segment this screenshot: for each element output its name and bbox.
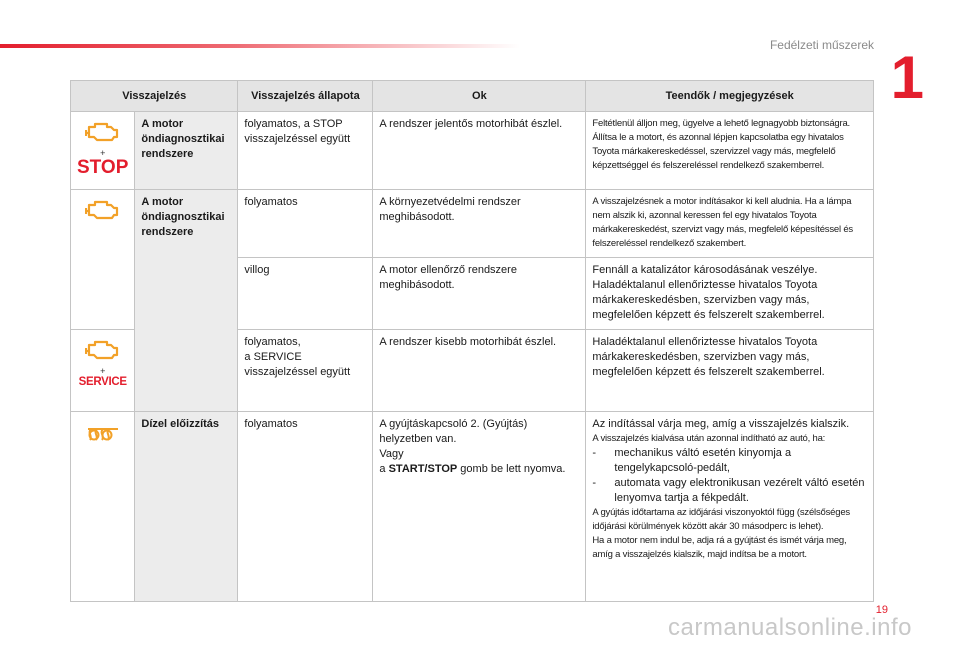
indicator-cause: A környezetvédelmi rendszer meghibásodott.: [373, 190, 586, 258]
indicator-state: [238, 330, 373, 412]
icon-cell: [71, 190, 135, 330]
column-header-state: Visszajelzés állapota: [238, 81, 373, 112]
indicator-cause: A rendszer kisebb motorhibát észlel.: [373, 330, 586, 412]
service-indicator-word: SERVICE: [78, 376, 127, 388]
notes-line: Ha a motor nem indul be, adja rá a gyújtást és ismét várja meg, amíg a visszajelzés kialszik, majd indítsa be a motort.: [592, 535, 847, 560]
stop-indicator-word: STOP: [77, 157, 129, 178]
column-header-actions: Teendők / megjegyzések: [586, 81, 874, 112]
header-accent-bar: [0, 44, 520, 48]
start-stop-label: START/STOP: [388, 463, 458, 475]
indicator-cause: [373, 412, 586, 602]
table-header-row: [71, 81, 874, 112]
notes-line: Az indítással várja meg, amíg a visszajelzés kialszik.: [592, 418, 850, 430]
indicator-state: folyamatos: [238, 190, 373, 258]
dash-marker: -: [592, 477, 597, 489]
plus-sign: +: [100, 366, 106, 376]
warning-lights-table: [70, 80, 874, 602]
table-row: [71, 412, 874, 602]
engine-check-icon: [85, 198, 121, 222]
column-header-cause: Ok: [373, 81, 586, 112]
cause-prefix: a: [379, 463, 389, 475]
icon-cell: [71, 412, 135, 602]
cause-line: [379, 462, 579, 477]
watermark: carmanualsonline.info: [668, 614, 912, 641]
indicator-notes: A visszajelzésnek a motor indításakor ki kell aludnia. Ha a lámpa nem alszik ki, azonnal keressen fel egy hivatalos Toyota márkakereskedést, szervizt vagy más, megfelelő képesítéssel és felszereléssel rendelkező szakembert.: [586, 190, 874, 258]
indicator-state: folyamatos, a STOP visszajelzéssel együtt: [238, 112, 373, 190]
table-row: [71, 190, 874, 258]
notes-line: A visszajelzés kialvása után azonnal indítható az autó, ha:: [592, 433, 826, 444]
state-line: folyamatos,: [244, 336, 301, 348]
list-item: [592, 446, 867, 476]
indicator-notes: Fennáll a katalizátor károsodásának veszélye. Haladéktalanul ellenőriztesse hivatalos Toyota márkakereskedésben, szervizben vagy más, megfelelően képzett és felszerelt szakemberrel.: [586, 258, 874, 330]
indicator-name: A motor öndiagnosztikai rendszere: [135, 112, 238, 190]
engine-check-icon: [85, 120, 121, 144]
icon-cell: [71, 112, 135, 190]
indicator-cause: A rendszer jelentős motorhibát észlel.: [373, 112, 586, 190]
notes-line: A gyújtás időtartama az időjárási viszonyoktól függ (szélsőséges időjárási körülmények között akár 30 másodperc is lehet).: [592, 507, 850, 532]
icon-cell: [71, 330, 135, 412]
state-line: a SERVICE: [244, 351, 302, 363]
indicator-cause: A motor ellenőrző rendszere meghibásodott.: [373, 258, 586, 330]
indicator-state: villog: [238, 258, 373, 330]
state-line: visszajelzéssel együtt: [244, 366, 351, 378]
list-item-text: automata vagy elektronikusan vezérelt váltó esetén lenyomva tartja a fékpedált.: [614, 477, 865, 504]
indicator-notes: Feltétlenül álljon meg, ügyelve a lehető legnagyobb biztonságra. Állítsa le a motort, és azonnal lépjen kapcsolatba egy hivatalos Toyota márkakereskedéssel, szervizzel vagy más, megfelelő képzettséggel és felszereléssel rendelkező szakemberrel.: [586, 112, 874, 190]
cause-line: A gyújtáskapcsoló 2. (Gyújtás) helyzetben van.: [379, 418, 528, 445]
cause-suffix: gomb be lett nyomva.: [457, 463, 566, 475]
chapter-number: 1: [890, 44, 924, 111]
dash-marker: -: [592, 447, 597, 459]
glow-plug-icon: [85, 420, 121, 444]
plus-sign: +: [100, 148, 106, 158]
table-row: [71, 112, 874, 190]
engine-check-icon: [85, 338, 121, 362]
indicator-notes: Haladéktalanul ellenőriztesse hivatalos Toyota márkakereskedésben, szervizben vagy más, megfelelően képzett és felszerelt szakemberrel.: [586, 330, 874, 412]
page-number: 19: [875, 604, 888, 616]
list-item: [592, 476, 867, 506]
list-item-text: mechanikus váltó esetén kinyomja a tengelykapcsoló-pedált,: [614, 447, 792, 474]
section-title: Fedélzeti műszerek: [769, 38, 874, 52]
column-header-indicator: Visszajelzés: [71, 81, 238, 112]
indicator-name: A motor öndiagnosztikai rendszere: [135, 190, 238, 412]
indicator-state: folyamatos: [238, 412, 373, 602]
indicator-notes: [586, 412, 874, 602]
indicator-name: Dízel előizzítás: [135, 412, 238, 602]
cause-line: Vagy: [379, 448, 404, 460]
